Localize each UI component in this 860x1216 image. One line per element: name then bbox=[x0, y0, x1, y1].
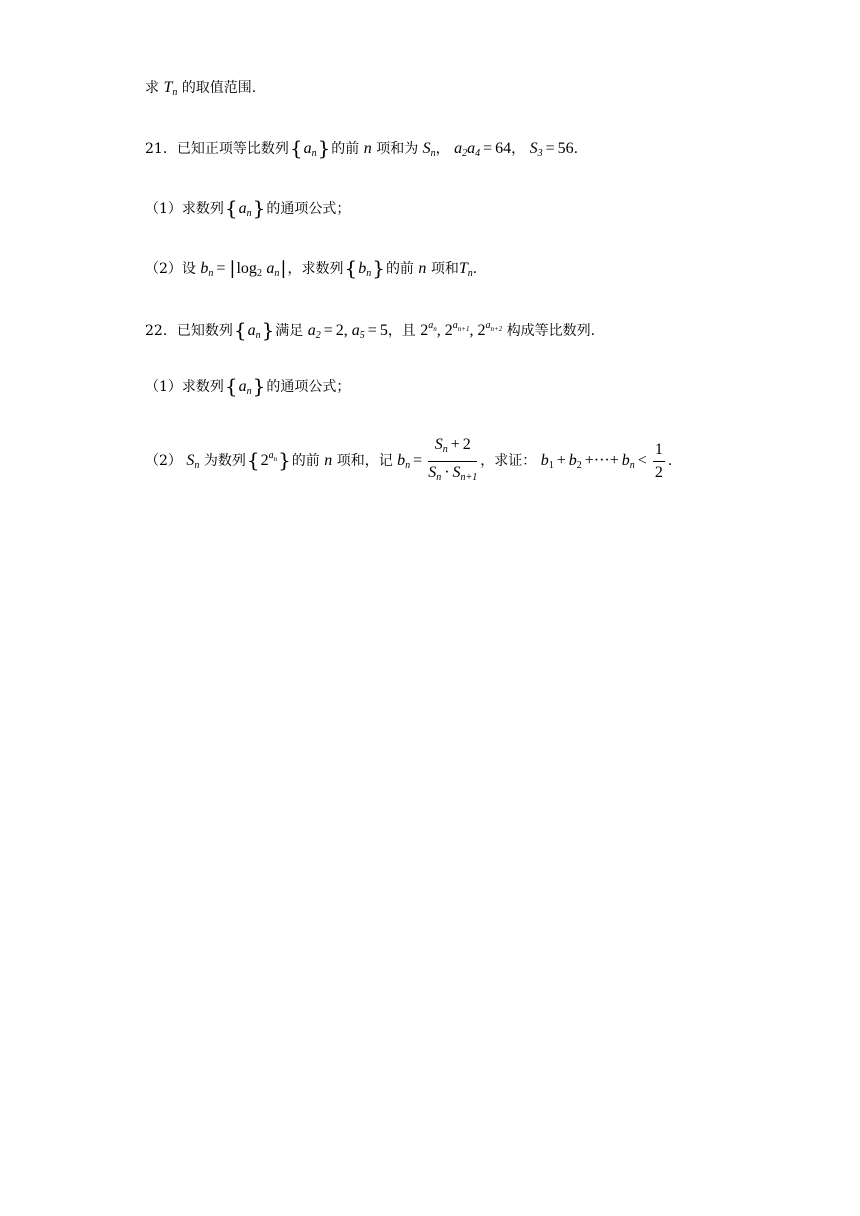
text: ，求数列 bbox=[287, 261, 344, 277]
text: 求 bbox=[145, 80, 159, 96]
math-text: log bbox=[236, 260, 257, 277]
question-21-part-1: （1）求数列$\{a_n\}$的通项公式； bbox=[145, 196, 351, 220]
text: 已知数列 bbox=[176, 323, 233, 339]
text: 的通项公式； bbox=[266, 379, 351, 395]
text: 已知正项等比数列 bbox=[176, 141, 289, 157]
text: 的前 bbox=[385, 261, 414, 277]
math-value: 64 bbox=[495, 140, 512, 157]
question-number: 22． bbox=[145, 323, 177, 339]
text: 的前 bbox=[291, 453, 320, 469]
part-label: （2） bbox=[145, 453, 182, 469]
text: 求数列 bbox=[181, 379, 224, 395]
text: 的前 bbox=[331, 141, 360, 157]
text: ， bbox=[511, 141, 526, 157]
text: 项和 bbox=[430, 261, 459, 277]
part-label: （2） bbox=[145, 261, 182, 277]
question-21-stem: 21．已知正项等比数列$\{a_n\}$的前 n 项和为 $S_n$， $a_2a_4 = 64$， $S_3 = 56$. bbox=[145, 136, 579, 160]
fraction: $\frac{S_n + 2}{S_n \cdot S_{n+1}}$ bbox=[428, 435, 478, 483]
math-value: 2 bbox=[335, 322, 344, 339]
math-value: 56 bbox=[557, 140, 574, 157]
text: 的通项公式； bbox=[266, 201, 351, 217]
question-22-stem: 22．已知数列$\{a_n\}$满足 $a_2 = 2$, $a_5 = 5$，且 $2^{a_n}$, $2^{a_{n+1}}$, $2^{a_{n+2}}$ 构成等比数列. bbox=[145, 318, 596, 342]
math-value: 2 bbox=[420, 322, 429, 339]
text: 求数列 bbox=[181, 201, 224, 217]
text: 的取值范围. bbox=[181, 80, 257, 96]
fraction bbox=[653, 440, 665, 483]
math-value: 2 bbox=[654, 463, 663, 481]
part-label: （1） bbox=[145, 379, 182, 395]
part-label: （1） bbox=[145, 201, 182, 217]
math-value: 2 bbox=[477, 322, 486, 339]
text: ，求证： bbox=[480, 453, 537, 469]
math-value: 1 bbox=[654, 440, 663, 458]
text: 为数列 bbox=[203, 453, 246, 469]
math-value: 2 bbox=[444, 322, 453, 339]
text: 设 bbox=[181, 261, 196, 277]
text: ， bbox=[435, 141, 450, 157]
text: 项和，记 bbox=[336, 453, 393, 469]
question-number: 21． bbox=[145, 141, 177, 157]
text: 构成等比数列. bbox=[506, 323, 596, 339]
question-21-part-2: （2）设 $b_n = |\log_2$ $a_n|$，求数列$\{b_n\}$的前 n 项和$T_n$. bbox=[145, 256, 478, 280]
question-22-part-1: （1）求数列$\{a_n\}$的通项公式； bbox=[145, 374, 351, 398]
continuation-line: 求 $T_n$ 的取值范围. bbox=[145, 79, 257, 98]
text: . bbox=[667, 453, 673, 469]
text: . bbox=[472, 261, 478, 277]
question-22-part-2: （2） $S_n$ 为数列$\{2^{a_n}\}$的前 n 项和，记 $b_n$ = $\frac{S_n + 2}{S_n \cdot S_{n+1}}$ ，求证： $b_1 + b_2$ +···+ $b_n$ < $\frac{1}{2}$ . bbox=[145, 434, 672, 488]
math-value: 5 bbox=[379, 322, 388, 339]
text: 项和为 bbox=[376, 141, 419, 157]
text: ，且 bbox=[387, 323, 416, 339]
math-value: 2 bbox=[462, 435, 471, 453]
text: . bbox=[573, 141, 579, 157]
math-value: 2 bbox=[260, 452, 269, 469]
text: 满足 bbox=[275, 323, 304, 339]
